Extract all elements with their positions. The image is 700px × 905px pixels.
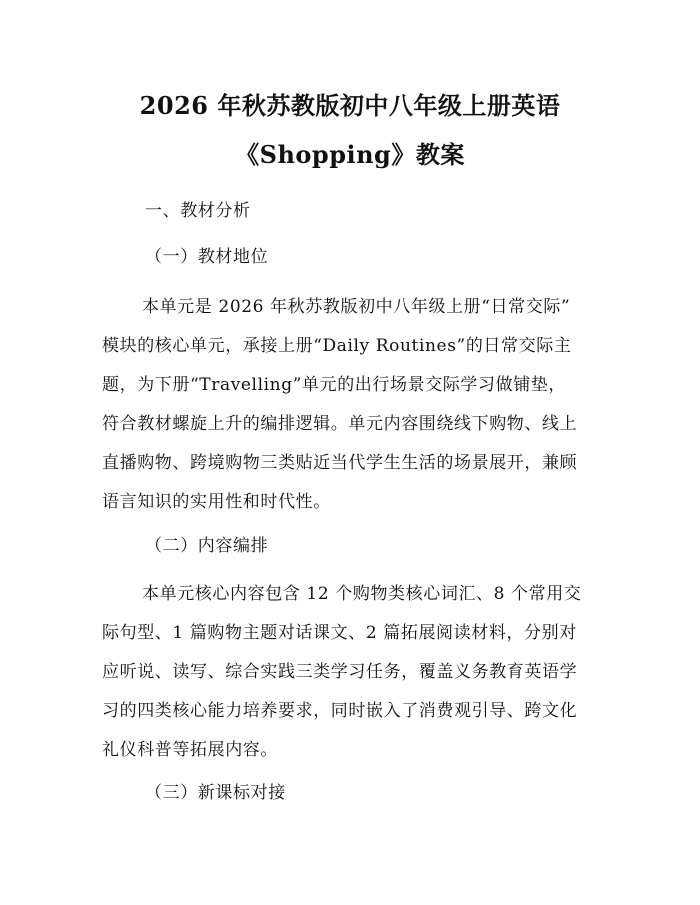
paragraph-line: 际句型、1 篇购物主题对话课文、2 篇拓展阅读材料，分别对: [102, 623, 577, 643]
document-title-line-2: 《Shopping》教案: [235, 140, 465, 169]
paragraph-line: 符合教材螺旋上升的编排逻辑。单元内容围绕线下购物、线上: [102, 414, 578, 434]
document-title-line-1: 2026 年秋苏教版初中八年级上册英语: [139, 91, 561, 120]
subsection-heading: （三）新课标对接: [145, 783, 286, 803]
paragraph-line: 礼仪科普等拓展内容。: [102, 740, 278, 760]
paragraph-line: 直播购物、跨境购物三类贴近当代学生生活的场景展开，兼顾: [102, 453, 578, 473]
section-heading: 一、教材分析: [145, 201, 251, 221]
paragraph-line: 本单元核心内容包含 12 个购物类核心词汇、8 个常用交: [142, 584, 582, 604]
paragraph-line: 习的四类核心能力培养要求，同时嵌入了消费观引导、跨文化: [102, 701, 578, 721]
paragraph-line: 应听说、读写、综合实践三类学习任务，覆盖义务教育英语学: [102, 662, 578, 682]
paragraph-line: 本单元是 2026 年秋苏教版初中八年级上册“日常交际”: [142, 297, 571, 317]
paragraph-line: 题，为下册“Travelling”单元的出行场景交际学习做铺垫，: [102, 375, 566, 395]
subsection-heading: （二）内容编排: [145, 536, 269, 556]
paragraph-line: 语言知识的实用性和时代性。: [102, 492, 331, 512]
paragraph-line: 模块的核心单元，承接上册“Daily Routines”的日常交际主: [102, 336, 572, 356]
subsection-heading: （一）教材地位: [145, 247, 269, 267]
